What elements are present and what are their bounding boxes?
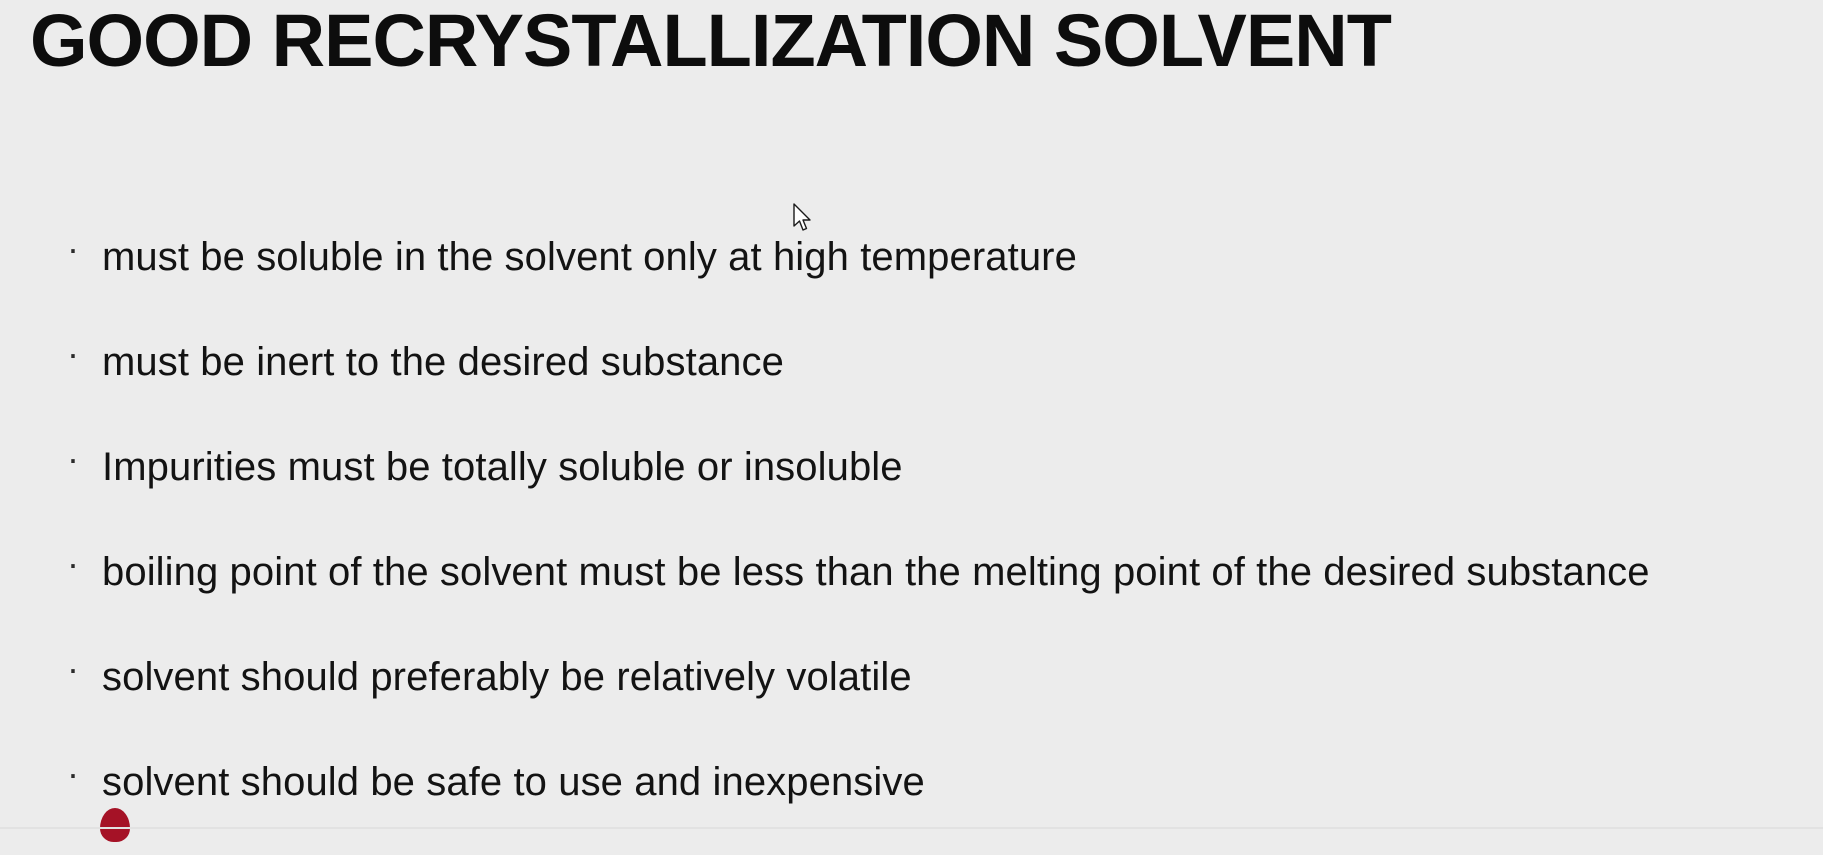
red-ink-mark <box>100 808 130 842</box>
list-item <box>44 225 1804 289</box>
list-item-text: Impurities must be totally soluble or insoluble <box>102 445 903 489</box>
list-item-text: solvent should preferably be relatively volatile <box>102 655 912 699</box>
bullet-point-icon: · <box>67 333 79 374</box>
list-item-text: must be soluble in the solvent only at high temperature <box>102 235 1077 279</box>
bullet-point-icon: · <box>67 753 79 794</box>
list-item <box>44 330 1804 394</box>
list-item <box>44 645 1804 709</box>
list-item <box>44 750 1804 814</box>
bullet-point-icon: · <box>67 438 79 479</box>
bullet-point-icon: · <box>67 543 79 584</box>
list-item <box>44 435 1804 499</box>
page-title: GOOD RECRYSTALLIZATION SOLVENT <box>30 0 1391 82</box>
bullet-point-icon: · <box>67 228 79 269</box>
list-item-text: solvent should be safe to use and inexpensive <box>102 760 925 804</box>
list-item-text: boiling point of the solvent must be less than the melting point of the desired substance <box>102 550 1650 594</box>
list-item-text: must be inert to the desired substance <box>102 340 784 384</box>
bullet-list <box>44 225 1804 855</box>
list-item <box>44 540 1804 604</box>
bullet-point-icon: · <box>67 648 79 689</box>
